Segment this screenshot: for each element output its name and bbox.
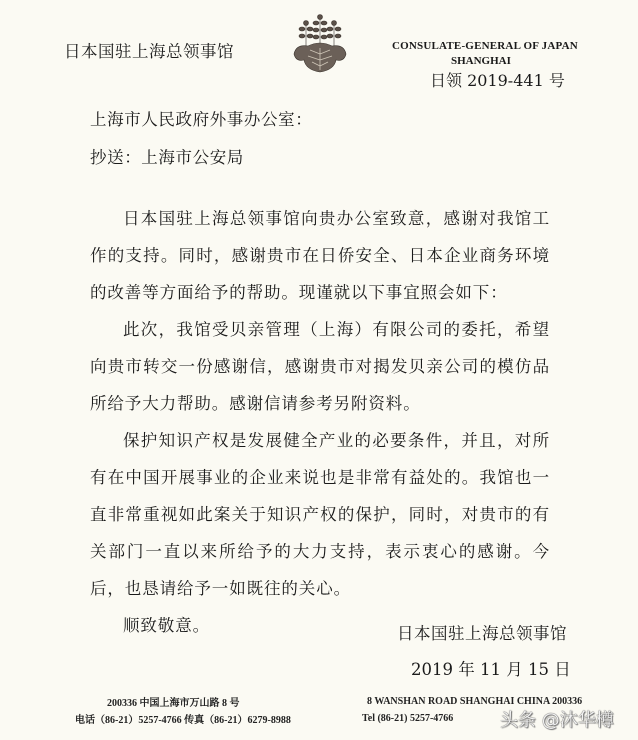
watermark: 头条 @沐华樽: [500, 710, 614, 731]
signature-date: 2019 年 11 月 15 日: [411, 660, 571, 679]
body-paragraph: 日本国驻上海总领事馆向贵办公室致意，感谢对我馆工作的支持。同时，感谢贵市在日侨安全、日本企业商务环境的改善等方面给予的帮助。现谨就以下事宜照会如下：: [90, 209, 550, 302]
body-paragraph: 此次，我馆受贝亲管理（上海）有限公司的委托，希望向贵市转交一份感谢信，感谢贵市对揭发贝亲公司的模仿品所给予大力帮助。感谢信请参考另附资料。: [90, 320, 550, 413]
reference-number: 日领 2019-441 号: [430, 71, 565, 90]
footer-address-cn: 200336 中国上海市万山路 8 号: [107, 698, 240, 709]
letterhead-org-cn: 日本国驻上海总领事馆: [64, 42, 234, 61]
body-paragraph: 保护知识产权是发展健全产业的必要条件，并且，对所有在中国开展事业的企业来说也是非常有益处的。我馆也一直非常重视如此案关于知识产权的保护，同时，对贵市的有关部门一直以来所给予的大力支持，表示衷心的感谢。今后，也恳请给予一如既往的关心。: [90, 431, 550, 598]
letterhead-city-en: SHANGHAI: [451, 55, 511, 67]
addressee: 上海市人民政府外事办公室：: [90, 110, 313, 129]
footer-address-en: 8 WANSHAN ROAD SHANGHAI CHINA 200336: [367, 696, 583, 707]
paulownia-crest-icon: [290, 10, 350, 74]
carbon-copy: 抄送：上海市公安局: [90, 148, 244, 167]
footer-phone-cn: 电话（86-21）5257-4766 传真（86-21）6279-8988: [75, 715, 291, 726]
closing-salutation: 顺致敬意。: [123, 616, 210, 635]
signature-org: 日本国驻上海总领事馆: [397, 624, 567, 643]
letterhead-org-en: CONSULATE-GENERAL OF JAPAN: [392, 40, 578, 52]
letter-body: [90, 200, 550, 644]
footer-phone-en: Tel (86-21) 5257-4766: [362, 713, 454, 724]
